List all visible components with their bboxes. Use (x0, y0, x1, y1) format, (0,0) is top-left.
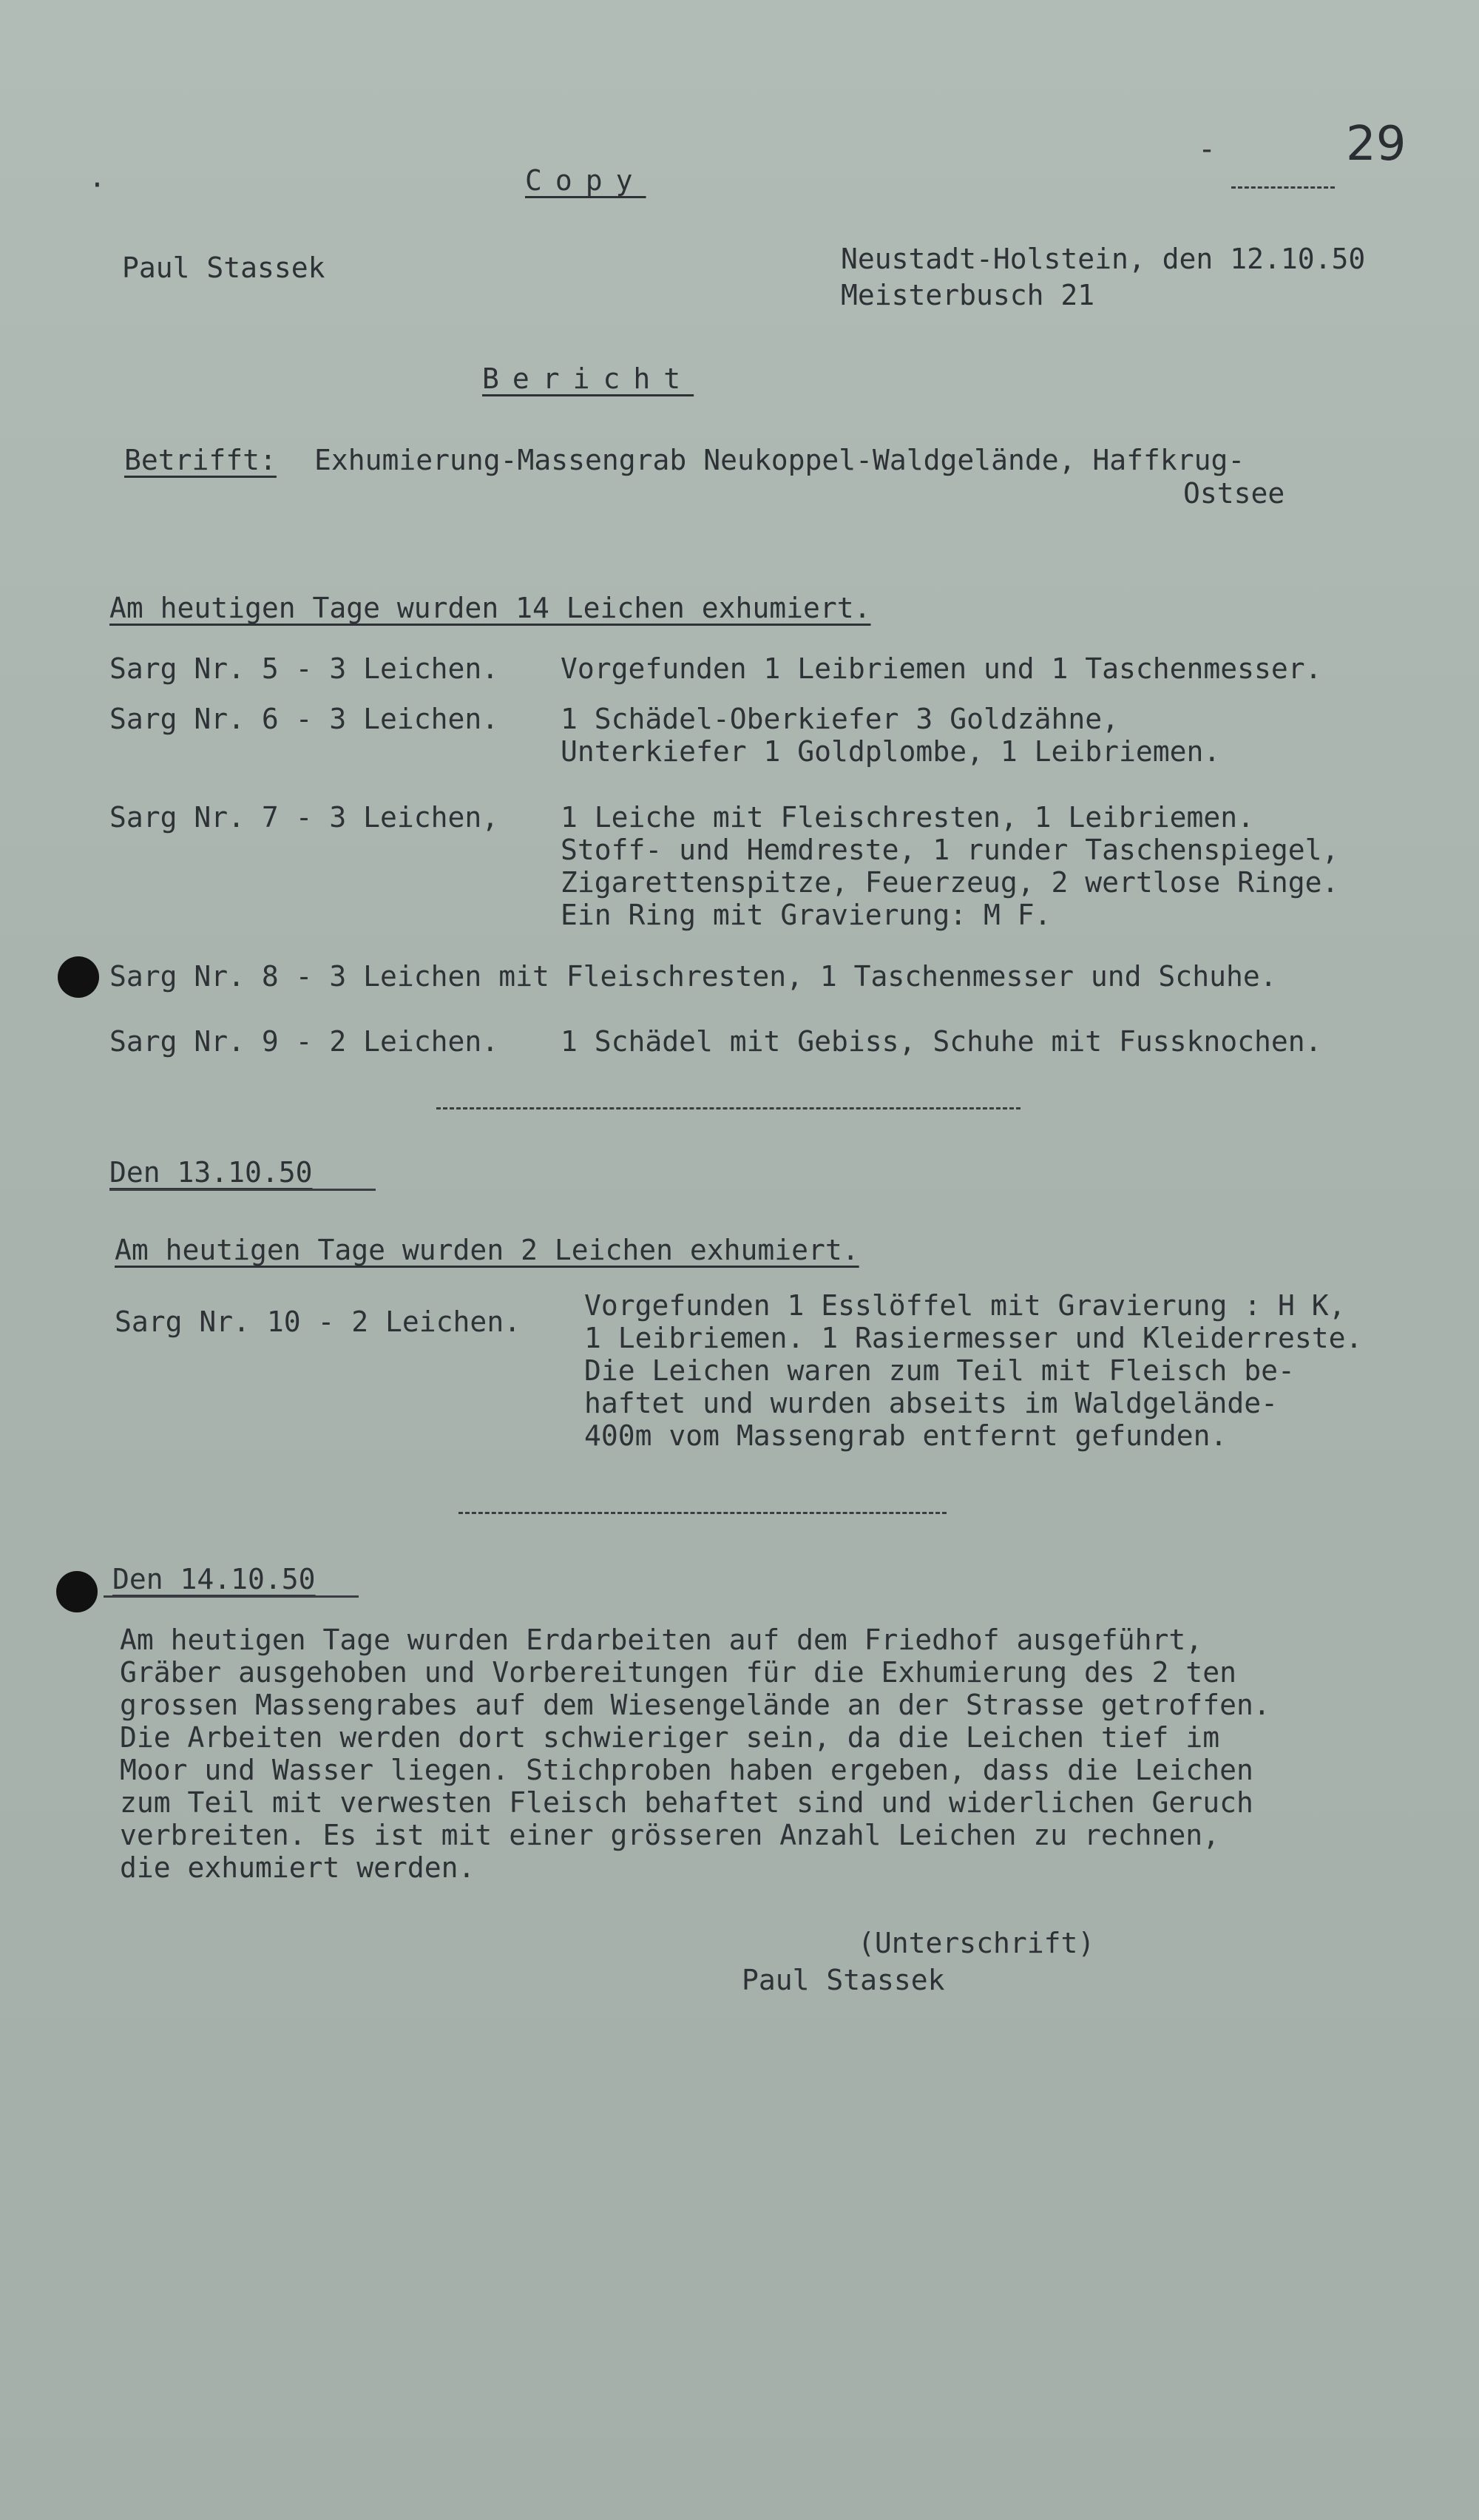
page-number-dashes (1231, 186, 1335, 189)
subject-line-2: Ostsee (1183, 477, 1285, 510)
day2-heading: Am heutigen Tage wurden 2 Leichen exhumiert. (115, 1234, 859, 1266)
coffin-finds: Ein Ring mit Gravierung: M F. (561, 899, 1052, 931)
punch-hole (56, 1571, 98, 1612)
sender-name: Paul Stassek (122, 251, 325, 284)
margin-dot: · (89, 169, 106, 201)
street-address: Meisterbusch 21 (841, 279, 1095, 311)
coffin-finds: Vorgefunden 1 Esslöffel mit Gravierung : H K, (584, 1289, 1346, 1322)
date-underline (109, 1189, 376, 1191)
paragraph-line: die exhumiert werden. (120, 1851, 475, 1884)
coffin-finds: haftet und wurden abseits im Waldgelände- (584, 1387, 1278, 1419)
signature-label: (Unterschrift) (858, 1927, 1095, 1959)
coffin-finds: Stoff- und Hemdreste, 1 runder Taschenspiegel, (561, 834, 1339, 866)
page-number: 29 (1346, 117, 1407, 172)
paragraph-line: Die Arbeiten werden dort schwieriger sein, da die Leichen tief im (120, 1721, 1220, 1754)
coffin-label: Sarg Nr. 10 - 2 Leichen. (115, 1305, 521, 1338)
paragraph-line: Am heutigen Tage wurden Erdarbeiten auf dem Friedhof ausgeführt, (120, 1624, 1203, 1656)
subject-label: Betrifft: (124, 444, 277, 476)
paragraph-line: verbreiten. Es ist mit einer grösseren Anzahl Leichen zu rechnen, (120, 1819, 1220, 1851)
coffin-finds: 1 Schädel-Oberkiefer 3 Goldzähne, (561, 703, 1119, 735)
coffin-label: Sarg Nr. 8 - 3 Leichen mit Fleischresten, 1 Taschenmesser und Schuhe. (109, 960, 1277, 993)
coffin-label: Sarg Nr. 9 - 2 Leichen. (109, 1025, 499, 1058)
coffin-finds: 1 Schädel mit Gebiss, Schuhe mit Fussknochen. (561, 1025, 1322, 1058)
place-date: Neustadt-Holstein, den 12.10.50 (841, 243, 1366, 275)
coffin-finds: 400m vom Massengrab entfernt gefunden. (584, 1419, 1228, 1452)
paragraph-line: Moor und Wasser liegen. Stichproben haben ergeben, dass die Leichen (120, 1754, 1253, 1786)
day2-date: Den 13.10.50 (109, 1156, 313, 1189)
signature-name: Paul Stassek (742, 1964, 945, 1996)
page-mark: - (1198, 132, 1216, 166)
copy-label: Copy (525, 164, 646, 197)
coffin-label: Sarg Nr. 6 - 3 Leichen. (109, 703, 499, 735)
coffin-finds: Zigarettenspitze, Feuerzeug, 2 wertlose Ringe. (561, 866, 1339, 899)
coffin-label: Sarg Nr. 7 - 3 Leichen, (109, 801, 499, 834)
paragraph-line: zum Teil mit verwesten Fleisch behaftet sind und widerlichen Geruch (120, 1786, 1253, 1819)
day3-date: Den 14.10.50 (112, 1563, 316, 1595)
coffin-finds: Unterkiefer 1 Goldplombe, 1 Leibriemen. (561, 735, 1221, 768)
coffin-finds: Vorgefunden 1 Leibriemen und 1 Taschenmesser. (561, 652, 1322, 685)
coffin-label: Sarg Nr. 5 - 3 Leichen. (109, 652, 499, 685)
subject-line-1: Exhumierung-Massengrab Neukoppel-Waldgelände, Haffkrug- (314, 444, 1245, 476)
section-divider (436, 1107, 1021, 1109)
coffin-finds: 1 Leibriemen. 1 Rasiermesser und Kleiderreste. (584, 1322, 1363, 1354)
coffin-finds: 1 Leiche mit Fleischresten, 1 Leibriemen. (561, 801, 1254, 834)
report-title: Bericht (482, 362, 694, 395)
date-underline (104, 1595, 359, 1598)
section-divider (458, 1512, 947, 1514)
paragraph-line: grossen Massengrabes auf dem Wiesengelände an der Strasse getroffen. (120, 1689, 1270, 1721)
coffin-finds: Die Leichen waren zum Teil mit Fleisch be- (584, 1354, 1295, 1387)
punch-hole (58, 956, 99, 998)
paragraph-line: Gräber ausgehoben und Vorbereitungen für die Exhumierung des 2 ten (120, 1656, 1236, 1689)
day1-heading: Am heutigen Tage wurden 14 Leichen exhumiert. (109, 592, 871, 624)
